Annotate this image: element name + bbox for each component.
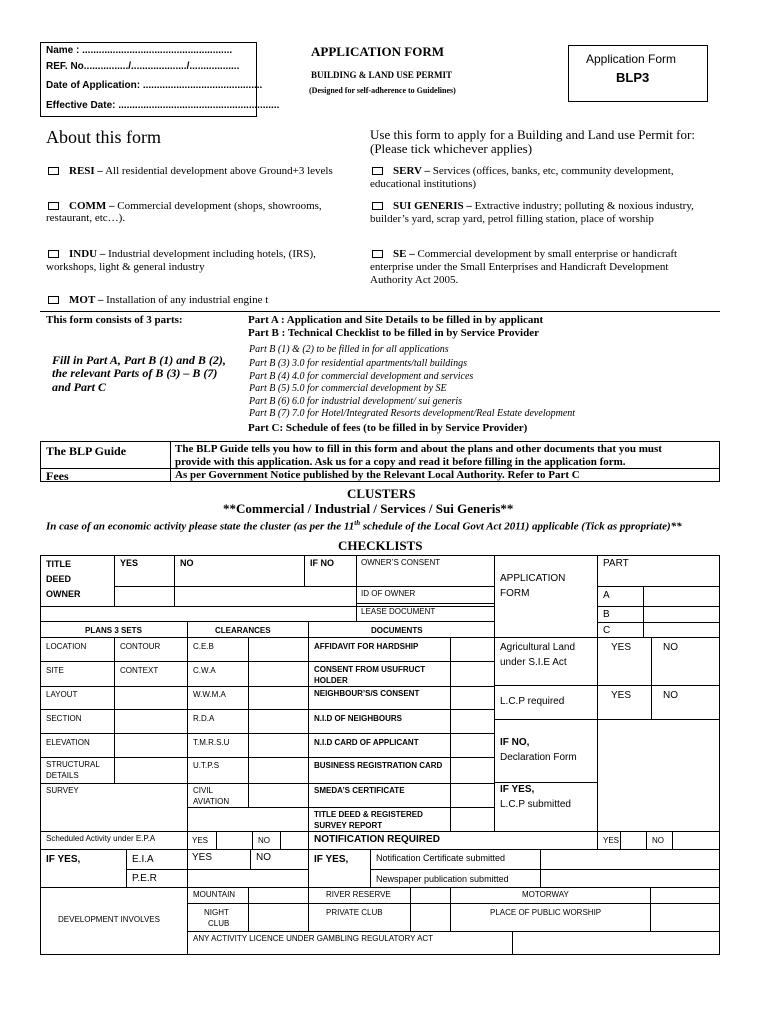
grid-line bbox=[126, 849, 127, 887]
grid-line bbox=[672, 831, 673, 849]
documents-header: DOCUMENTS bbox=[371, 626, 423, 635]
grid-line bbox=[187, 831, 188, 849]
grid-line bbox=[40, 686, 494, 687]
blp-guide-text-cont: provide with this application. Ask us for a copy and read it before filling in the application form. bbox=[175, 456, 626, 468]
fill-instruction-2: the relevant Parts of B (3) – B (7) bbox=[52, 366, 218, 380]
grid-line bbox=[650, 887, 651, 931]
title-deed-owner-label: TITLE bbox=[46, 559, 71, 569]
clusters-note bbox=[46, 519, 682, 533]
table-row[interactable]: CONSENT FROM USUFRUCT bbox=[314, 665, 426, 674]
form-subtitle: BUILDING & LAND USE PERMIT bbox=[311, 70, 453, 80]
part-b7: Part B (7) 7.0 for Hotel/Integrated Resorts development/Real Estate development bbox=[249, 408, 576, 419]
gambling-option[interactable]: ANY ACTIVITY LICENCE UNDER GAMBLING REGULATORY ACT bbox=[193, 934, 434, 943]
agricultural-land-label: Agricultural Land bbox=[500, 642, 576, 653]
part-b-desc: Part B : Technical Checklist to be filled in by Service Provider bbox=[248, 327, 539, 339]
lcp-yes[interactable]: YES bbox=[611, 690, 632, 701]
clusters-note-post: schedule of the Local Govt Act 2011) applicable (Tick as ppropriate)** bbox=[360, 520, 682, 533]
grid-line bbox=[40, 733, 494, 734]
grid-line bbox=[187, 621, 188, 831]
category-mot[interactable] bbox=[48, 294, 268, 306]
owners-consent[interactable]: OWNER’S CONSENT bbox=[361, 558, 441, 567]
notification-required-label: NOTIFICATION REQUIRED bbox=[314, 834, 440, 845]
scheduled-activity-label: Scheduled Activity under E.P.A bbox=[46, 834, 156, 843]
table-row[interactable]: TITLE DEED & REGISTERED bbox=[314, 810, 423, 819]
if-no-label: IF NO bbox=[310, 558, 334, 568]
motorway-option[interactable]: MOTORWAY bbox=[522, 890, 569, 899]
clusters-heading: CLUSTERS bbox=[347, 486, 416, 501]
grid-line bbox=[40, 849, 720, 850]
grid-line bbox=[597, 606, 720, 607]
fill-instruction-1: Fill in Part A, Part B (1) and B (2), bbox=[52, 353, 226, 367]
grid-line bbox=[494, 782, 597, 783]
grid-line bbox=[126, 869, 308, 870]
eia-label: E.I.A bbox=[132, 854, 154, 865]
grid-line bbox=[216, 831, 217, 849]
grid-line bbox=[40, 887, 720, 888]
application-form-label: APPLICATION bbox=[500, 573, 566, 584]
form-code: BLP3 bbox=[616, 70, 650, 85]
comm-desc-cont: restaurant, etc…). bbox=[46, 212, 126, 224]
mountain-option[interactable]: MOUNTAIN bbox=[193, 890, 236, 899]
guide-col-divider bbox=[170, 441, 171, 482]
comm-checkbox[interactable] bbox=[48, 202, 59, 210]
table-row[interactable]: LAYOUT bbox=[46, 690, 78, 699]
grid-line bbox=[410, 887, 411, 931]
grid-line bbox=[40, 661, 494, 662]
night-club-option-2: CLUB bbox=[208, 919, 230, 928]
if-yes-eia-label: IF YES, bbox=[46, 854, 81, 865]
fees-label: Fees bbox=[46, 469, 69, 483]
grid-line bbox=[308, 621, 309, 831]
clusters-note-sup: th bbox=[354, 519, 361, 527]
if-no-declaration-label: IF NO, bbox=[500, 737, 530, 748]
grid-line bbox=[540, 849, 541, 887]
table-row[interactable]: R.D.A bbox=[193, 714, 215, 723]
grid-line bbox=[370, 849, 371, 887]
table-row: AVIATION bbox=[193, 797, 230, 806]
scheduled-no[interactable]: NO bbox=[258, 836, 270, 845]
sui-desc-cont: builder’s yard, scrap yard, petrol filling station, place of worship bbox=[370, 213, 654, 225]
se-desc-cont2: Authority Act 2005. bbox=[370, 274, 459, 286]
lcp-submitted-label: L.C.P submitted bbox=[500, 799, 571, 810]
plans-3-sets-header: PLANS 3 SETS bbox=[85, 626, 142, 635]
grid-line bbox=[646, 831, 647, 849]
clearances-header: CLEARANCES bbox=[215, 626, 271, 635]
table-row[interactable]: NEIGHBOUR’S/S CONSENT bbox=[314, 689, 420, 698]
designed-note: (Designed for self-adherence to Guidelines) bbox=[309, 86, 456, 95]
notification-cert-label[interactable]: Notification Certificate submitted bbox=[376, 853, 506, 863]
table-row[interactable]: N.I.D CARD OF APPLICANT bbox=[314, 738, 419, 747]
table-row[interactable]: SITE bbox=[46, 666, 64, 675]
category-se[interactable] bbox=[372, 248, 677, 260]
sui-desc: Extractive industry; polluting & noxious industry, bbox=[474, 200, 694, 212]
about-intro-note: (Please tick whichever applies) bbox=[370, 141, 533, 156]
grid-line bbox=[450, 637, 451, 831]
table-row[interactable]: ELEVATION bbox=[46, 738, 90, 747]
table-row[interactable]: SECTION bbox=[46, 714, 82, 723]
ref-no-field[interactable]: REF. No................/..................../.................. bbox=[46, 61, 240, 72]
grid-line bbox=[252, 831, 253, 849]
part-b3: Part B (3) 3.0 for residential apartments/tall buildings bbox=[249, 358, 467, 369]
grid-line bbox=[494, 719, 720, 720]
agricultural-land-label-2: under S.I.E Act bbox=[500, 657, 567, 668]
private-club-option[interactable]: PRIVATE CLUB bbox=[326, 908, 383, 917]
serv-code: SERV – bbox=[393, 165, 431, 177]
checklists-heading: CHECKLISTS bbox=[338, 538, 423, 553]
table-row[interactable]: AFFIDAVIT FOR HARDSHIP bbox=[314, 642, 419, 651]
se-desc-cont: enterprise under the Small Enterprises and Handicraft Development bbox=[370, 261, 669, 273]
title-deed-yes[interactable]: YES bbox=[120, 558, 139, 568]
form-title: APPLICATION FORM bbox=[311, 44, 445, 59]
se-code: SE – bbox=[393, 248, 415, 260]
serv-checkbox[interactable] bbox=[372, 167, 383, 175]
grid-line bbox=[512, 931, 513, 955]
grid-line bbox=[250, 849, 251, 869]
grid-line bbox=[651, 637, 652, 719]
table-row[interactable]: CIVIL bbox=[193, 786, 214, 795]
place-of-worship-option[interactable]: PLACE OF PUBLIC WORSHIP bbox=[490, 908, 602, 917]
parts-consists: This form consists of 3 parts: bbox=[46, 314, 183, 326]
grid-line bbox=[643, 586, 644, 637]
part-a-check[interactable]: A bbox=[603, 590, 610, 601]
grid-line bbox=[280, 831, 281, 849]
comm-code: COMM – bbox=[69, 200, 115, 212]
sui-checkbox[interactable] bbox=[372, 202, 383, 210]
table-row[interactable]: LOCATION bbox=[46, 642, 87, 651]
grid-line bbox=[114, 637, 115, 783]
notification-yes[interactable]: YES bbox=[603, 836, 620, 845]
grid-line bbox=[40, 831, 720, 832]
development-involves-label: DEVELOPMENT INVOLVES bbox=[58, 915, 160, 924]
notification-no[interactable]: NO bbox=[652, 836, 664, 845]
grid-line bbox=[597, 586, 720, 587]
category-comm[interactable] bbox=[48, 200, 322, 212]
table-row[interactable]: T.M.R.S.U bbox=[193, 738, 230, 747]
part-label: PART bbox=[603, 558, 629, 569]
agri-no[interactable]: NO bbox=[663, 642, 678, 653]
table-row: HOLDER bbox=[314, 676, 348, 685]
grid-line bbox=[620, 831, 621, 849]
table-row[interactable]: BUSINESS REGISTRATION CARD bbox=[314, 761, 443, 770]
mot-code: MOT – bbox=[69, 294, 104, 306]
table-row[interactable]: N.I.D OF NEIGHBOURS bbox=[314, 714, 403, 723]
grid-line bbox=[356, 586, 494, 587]
grid-line bbox=[370, 869, 720, 870]
part-b12: Part B (1) & (2) to be filled in for all applications bbox=[249, 344, 449, 355]
per-label: P.E.R bbox=[132, 873, 157, 884]
table-row: DETAILS bbox=[46, 771, 79, 780]
category-sui[interactable] bbox=[372, 200, 694, 212]
grid-line bbox=[187, 887, 188, 955]
fees-text: As per Government Notice published by the Relevant Local Authority. Refer to Part C bbox=[175, 469, 580, 481]
about-heading: About this form bbox=[46, 127, 161, 147]
part-c-check[interactable]: C bbox=[603, 625, 611, 636]
grid-line bbox=[187, 849, 188, 887]
resi-code: RESI – bbox=[69, 165, 103, 177]
mot-desc: Installation of any industrial engine t bbox=[106, 294, 269, 306]
indu-checkbox[interactable] bbox=[48, 250, 59, 258]
table-row[interactable]: CONTEXT bbox=[120, 666, 159, 675]
part-b6: Part B (6) 6.0 for industrial development/ sui generis bbox=[249, 396, 463, 407]
serv-desc: Services (offices, banks, etc, community development, bbox=[432, 165, 674, 177]
grid-line bbox=[248, 637, 249, 807]
grid-line bbox=[40, 783, 494, 784]
resi-checkbox[interactable] bbox=[48, 167, 59, 175]
grid-line bbox=[40, 637, 494, 638]
lease-document[interactable]: LEASE DOCUMENT bbox=[361, 607, 436, 616]
part-b4: Part B (4) 4.0 for commercial development and services bbox=[249, 371, 474, 382]
table-row[interactable]: SMEDA’S CERTIFICATE bbox=[314, 786, 405, 795]
grid-line bbox=[114, 555, 115, 606]
clusters-note-pre: In case of an economic activity please state the cluster (as per the 11 bbox=[46, 520, 355, 533]
grid-line bbox=[494, 555, 495, 831]
category-serv[interactable] bbox=[372, 165, 674, 177]
table-row[interactable]: U.T.P.S bbox=[193, 761, 220, 770]
title-deed-no[interactable]: NO bbox=[180, 558, 194, 568]
title-deed-owner-label-2: DEED bbox=[46, 574, 72, 584]
sui-code: SUI GENERIS – bbox=[393, 200, 472, 212]
lcp-no[interactable]: NO bbox=[663, 690, 678, 701]
part-a-desc: Part A : Application and Site Details to be filled in by applicant bbox=[248, 314, 544, 326]
clusters-list: **Commercial / Industrial / Services / Sui Generis** bbox=[223, 501, 514, 516]
blp-guide-label: The BLP Guide bbox=[46, 444, 127, 458]
category-resi[interactable] bbox=[48, 165, 333, 177]
part-c-desc: Part C: Schedule of fees (to be filled in by Service Provider) bbox=[248, 422, 528, 434]
date-of-application-field[interactable]: Date of Application: ........................................... bbox=[46, 80, 263, 91]
grid-line bbox=[494, 685, 720, 686]
newspaper-publication-label[interactable]: Newspaper publication submitted bbox=[376, 874, 509, 884]
grid-line bbox=[494, 637, 720, 638]
mot-checkbox[interactable] bbox=[48, 296, 59, 304]
indu-desc: Industrial development including hotels, (IRS), bbox=[108, 248, 316, 260]
scheduled-yes[interactable]: YES bbox=[192, 836, 209, 845]
comm-desc: Commercial development (shops, showrooms, bbox=[117, 200, 322, 212]
serv-desc-cont: educational institutions) bbox=[370, 178, 477, 190]
grid-line bbox=[114, 586, 356, 587]
grid-line bbox=[174, 555, 175, 606]
table-row: SURVEY REPORT bbox=[314, 821, 383, 830]
category-indu[interactable] bbox=[48, 248, 316, 260]
se-desc: Commercial development by small enterprise or handicraft bbox=[417, 248, 678, 260]
if-yes-notification-label: IF YES, bbox=[314, 854, 349, 865]
fill-instruction-3: and Part C bbox=[52, 380, 107, 394]
table-row[interactable]: C.W.A bbox=[193, 666, 216, 675]
grid-line bbox=[187, 931, 720, 932]
table-row[interactable]: SURVEY bbox=[46, 786, 79, 795]
grid-line bbox=[308, 887, 309, 931]
eia-yes[interactable]: YES bbox=[192, 852, 213, 863]
grid-line bbox=[597, 555, 598, 831]
eia-no[interactable]: NO bbox=[256, 852, 271, 863]
grid-line bbox=[356, 555, 357, 621]
table-row[interactable]: CONTOUR bbox=[120, 642, 161, 651]
part-b-check[interactable]: B bbox=[603, 609, 610, 620]
declaration-form-label: Declaration Form bbox=[500, 752, 577, 763]
se-checkbox[interactable] bbox=[372, 250, 383, 258]
grid-line bbox=[304, 555, 305, 586]
resi-desc: All residential development above Ground+3 levels bbox=[105, 165, 333, 177]
grid-line bbox=[308, 831, 309, 887]
lcp-required-label: L.C.P required bbox=[500, 696, 565, 707]
grid-line bbox=[597, 622, 720, 623]
name-field[interactable]: Name : ...................................................... bbox=[46, 45, 233, 56]
night-club-option[interactable]: NIGHT bbox=[204, 908, 229, 917]
grid-line bbox=[248, 887, 249, 931]
effective-date-field[interactable]: Effective Date: .......................................................... bbox=[46, 100, 280, 111]
river-reserve-option[interactable]: RIVER RESERVE bbox=[326, 890, 391, 899]
grid-line bbox=[187, 807, 494, 808]
if-yes-lcp-label: IF YES, bbox=[500, 784, 535, 795]
about-intro: Use this form to apply for a Building and Land use Permit for: bbox=[370, 127, 695, 142]
id-of-owner[interactable]: ID OF OWNER bbox=[361, 589, 416, 598]
grid-line bbox=[450, 887, 451, 931]
grid-line bbox=[597, 831, 598, 849]
part-b5: Part B (5) 5.0 for commercial development by SE bbox=[249, 383, 447, 394]
form-code-label: Application Form bbox=[586, 52, 677, 66]
agri-yes[interactable]: YES bbox=[611, 642, 632, 653]
grid-line bbox=[40, 621, 494, 622]
blp-guide-text: The BLP Guide tells you how to fill in this form and about the plans and other documents that you must bbox=[175, 443, 662, 455]
parts-divider bbox=[40, 311, 720, 312]
grid-line bbox=[356, 603, 494, 604]
grid-line bbox=[40, 709, 494, 710]
indu-desc-cont: workshops, light & general industry bbox=[46, 261, 205, 273]
table-row[interactable]: W.W.M.A bbox=[193, 690, 226, 699]
table-row[interactable]: C.E.B bbox=[193, 642, 214, 651]
indu-code: INDU – bbox=[69, 248, 106, 260]
grid-line bbox=[187, 903, 720, 904]
application-form-label-2: FORM bbox=[500, 588, 530, 599]
table-row[interactable]: STRUCTURAL bbox=[46, 760, 100, 769]
title-deed-owner-label-3: OWNER bbox=[46, 589, 81, 599]
grid-line bbox=[40, 757, 494, 758]
